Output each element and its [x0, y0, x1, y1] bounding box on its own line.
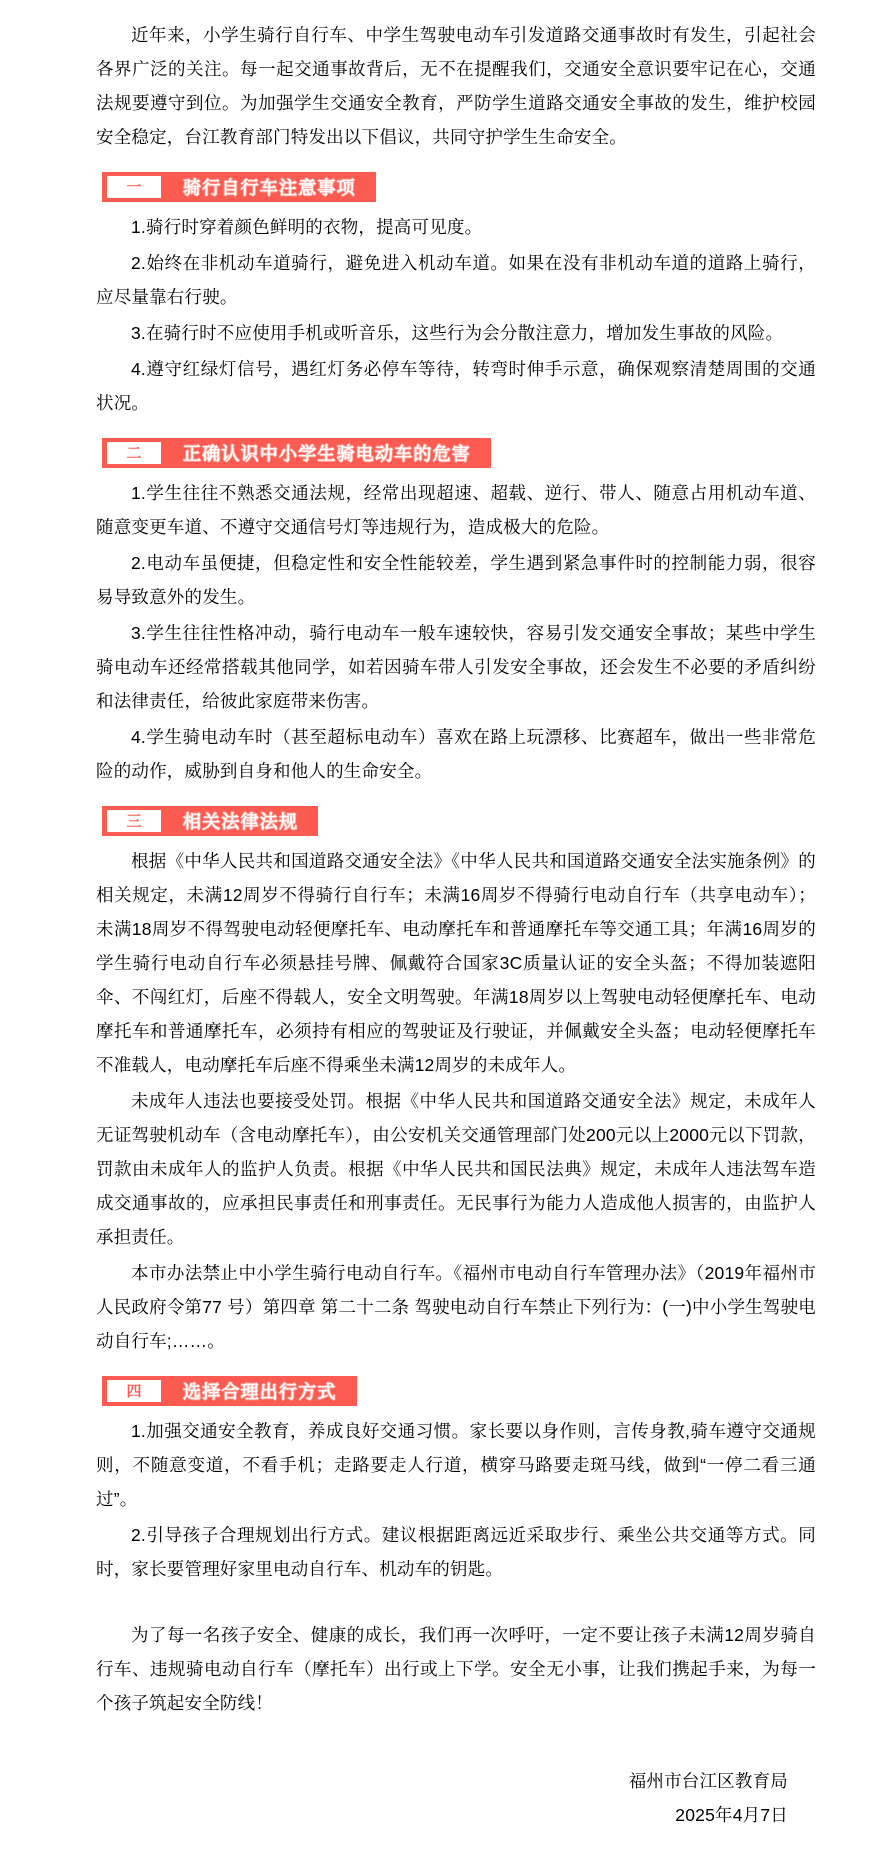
section-number-1: 一 — [107, 176, 161, 198]
section-title-4: 选择合理出行方式 — [183, 1382, 337, 1402]
section-2-item-4: 4.学生骑电动车时（甚至超标电动车）喜欢在路上玩漂移、比赛超车，做出一些非常危险的动作，威胁到自身和他人的生命安全。 — [96, 727, 816, 781]
section-2-item-3: 3.学生往往性格冲动，骑行电动车一般车速较快，容易引发交通安全事故；某些中学生骑电动车还经常搭载其他同学，如若因骑车带人引发安全事故，还会发生不必要的矛盾纠纷和法律责任，给彼此家庭带来伤害。 — [96, 623, 816, 711]
section-header-2 — [102, 438, 491, 468]
signature-date: 2025年4月7日 — [675, 1805, 788, 1825]
section-3-paragraph-1: 根据《中华人民共和国道路交通安全法》《中华人民共和国道路交通安全法实施条例》的相关规定，未满12周岁不得骑行自行车；未满16周岁不得骑行电动自行车（共享电动车）；未满18周岁不得驾驶电动轻便摩托车、电动摩托车和普通摩托车等交通工具；年满16周岁的学生骑行电动自行车必须悬挂号牌、佩戴符合国家3C质量认证的安全头盔；不得加装遮阳伞、不闯红灯，后座不得载人，安全文明驾驶。年满18周岁以上驾驶电动轻便摩托车、电动摩托车和普通摩托车，必须持有相应的驾驶证及行驶证，并佩戴安全头盔；电动轻便摩托车不准载人，电动摩托车后座不得乘坐未满12周岁的未成年人。 — [96, 851, 816, 1075]
section-title-3: 相关法律法规 — [183, 812, 299, 832]
section-number-2: 二 — [107, 442, 161, 464]
section-3-paragraph-2: 未成年人违法也要接受处罚。根据《中华人民共和国道路交通安全法》规定，未成年人无证驾驶机动车（含电动摩托车），由公安机关交通管理部门处200元以上2000元以下罚款，罚款由未成年人的监护人负责。根据《中华人民共和国民法典》规定，未成年人违法驾车造成交通事故的，应承担民事责任和刑事责任。无民事行为能力人造成他人损害的，由监护人承担责任。 — [96, 1091, 816, 1247]
section-1-item-3: 3.在骑行时不应使用手机或听音乐，这些行为会分散注意力，增加发生事故的风险。 — [131, 323, 784, 343]
section-header-1 — [102, 172, 376, 202]
section-2-item-1: 1.学生往往不熟悉交通法规，经常出现超速、超载、逆行、带人、随意占用机动车道、随意变更车道、不遵守交通信号灯等违规行为，造成极大的危险。 — [96, 483, 816, 537]
section-title-1: 骑行自行车注意事项 — [183, 178, 356, 198]
section-1-item-1: 1.骑行时穿着颜色鲜明的衣物，提高可见度。 — [131, 217, 483, 237]
section-4-item-2: 2.引导孩子合理规划出行方式。建议根据距离远近采取步行、乘坐公共交通等方式。同时，家长要管理好家里电动自行车、机动车的钥匙。 — [96, 1525, 816, 1579]
intro-paragraph: 近年来，小学生骑行自行车、中学生驾驶电动车引发道路交通事故时有发生，引起社会各界广泛的关注。每一起交通事故背后，无不在提醒我们，交通安全意识要牢记在心，交通法规要遵守到位。为加强学生交通安全教育，严防学生道路交通安全事故的发生，维护校园安全稳定，台江教育部门特发出以下倡议，共同守护学生生命安全。 — [96, 25, 816, 147]
section-2-item-2: 2.电动车虽便捷，但稳定性和安全性能较差，学生遇到紧急事件时的控制能力弱，很容易导致意外的发生。 — [96, 553, 816, 607]
section-header-4 — [102, 1376, 357, 1406]
section-number-4: 四 — [107, 1380, 161, 1402]
section-1-item-2: 2.始终在非机动车道骑行，避免进入机动车道。如果在没有非机动车道的道路上骑行，应尽量靠右行驶。 — [96, 253, 816, 307]
section-3-paragraph-3: 本市办法禁止中小学生骑行电动自行车。《福州市电动自行车管理办法》（2019年福州市人民政府令第77 号）第四章 第二十二条 驾驶电动自行车禁止下列行为：(一)中小学生驾驶电动自行车;……。 — [96, 1263, 816, 1351]
section-number-3: 三 — [107, 810, 161, 832]
section-1-item-4: 4.遵守红绿灯信号，遇红灯务必停车等待，转弯时伸手示意，确保观察清楚周围的交通状况。 — [96, 359, 816, 413]
section-title-2: 正确认识中小学生骑电动车的危害 — [183, 444, 471, 464]
closing-paragraph: 为了每一名孩子安全、健康的成长，我们再一次呼吁，一定不要让孩子未满12周岁骑自行车、违规骑电动自行车（摩托车）出行或上下学。安全无小事，让我们携起手来，为每一个孩子筑起安全防线！ — [96, 1625, 816, 1713]
closing-spacer — [96, 1588, 816, 1618]
section-4-item-1: 1.加强交通安全教育，养成良好交通习惯。家长要以身作则，言传身教,骑车遵守交通规则，不随意变道，不看手机；走路要走人行道，横穿马路要走斑马线，做到“一停二看三通过”。 — [96, 1421, 816, 1509]
section-header-3 — [102, 806, 318, 836]
signature-block — [96, 1764, 816, 1832]
signature-organization: 福州市台江区教育局 — [628, 1771, 788, 1791]
